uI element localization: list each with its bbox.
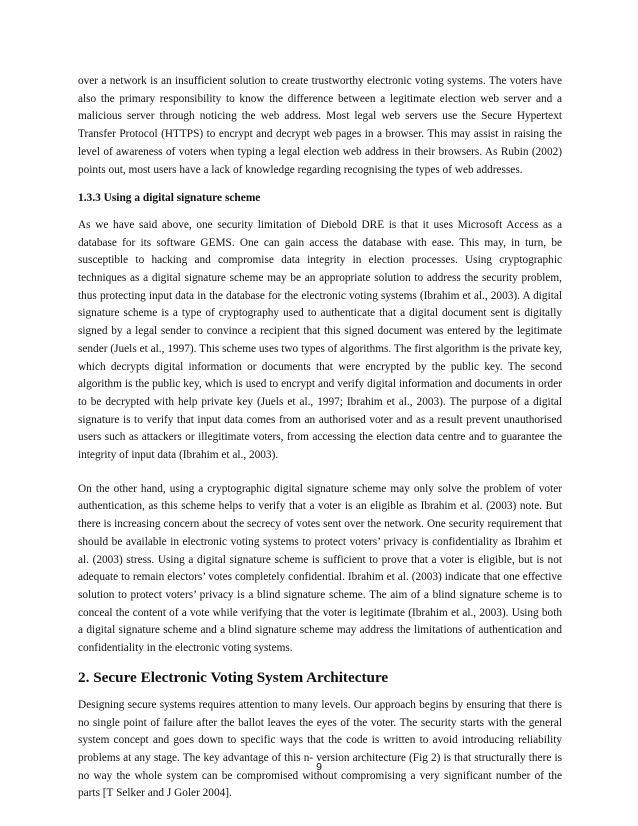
paragraph-blind-signature: On the other hand, using a cryptographic digital signature scheme may only solve the problem of voter authentication, as this scheme helps to verify that a voter is an eligible as Ibrahim et al. (2003) note. But there is increasing concern about the secrecy of votes sent over the network. One security requirement that should be available in electronic voting systems to protect voters’ privacy is confidentiality as Ibrahim et al. (2003) stress. Using a digital signature scheme is sufficient to prove that a voter is eligible, but is not adequate to remain electors’ votes completely confidential. Ibrahim et al. (2003) indicate that one effective solution to protect voters’ privacy is a blind signature scheme. The aim of a blind signature scheme is to conceal the content of a vote while verifying that the voter is legitimate (Ibrahim et al., 2003). Using both a digital signature scheme and a blind signature scheme may address the limitations of authentication and confidentiality in the electronic voting systems. xyxy=(78,482,562,655)
paragraph-digital-signature-scheme: As we have said above, one security limitation of Diebold DRE is that it uses Microsoft Access as a database for its software GEMS. One can gain access the database with ease. This may, in turn, be susceptible to hacking and compromise data integrity in election processes. Using cryptographic techniques as a digital signature scheme may be an appropriate solution to address the security problem, thus protecting input data in the database for the electronic voting systems (Ibrahim et al., 2003). A digital signature scheme is a type of cryptography used to authenticate that a digital document sent is digitally signed by a legal sender to convince a recipient that this signed document was entered by the legitimate sender (Juels et al., 1997). This scheme uses two types of algorithms. The first algorithm is the private key, which decrypts digital information or documents that were encrypted by the public key. The second algorithm is the public key, which is used to encrypt and verify digital information and documents in order to be decrypted with help private key (Juels et al., 1997; Ibrahim et al., 2003). The purpose of a digital signature is to verify that input data comes from an authorised voter and as a result prevent unauthorised users such as attackers or illegitimate voters, from accessing the election data centre and to guarantee the integrity of input data (Ibrahim et al., 2003). xyxy=(78,218,562,462)
page-content xyxy=(78,73,562,803)
page-number: 9 xyxy=(316,761,322,773)
subsection-heading-digital-signature: 1.3.3 Using a digital signature scheme xyxy=(78,192,261,205)
paragraph-network-insufficient: over a network is an insufficient solution to create trustworthy electronic voting systems. The voters have also the primary responsibility to know the difference between a legitimate election web server and a malicious server through noticing the web address. Most legal web servers use the Secure Hypertext Transfer Protocol (HTTPS) to encrypt and decrypt web pages in a browser. This may assist in raising the level of awareness of voters when typing a legal election web address in their browsers. As Rubin (2002) points out, most users have a lack of knowledge regarding recognising the types of web addresses. xyxy=(78,75,562,176)
paragraph-secure-systems-design: Designing secure systems requires attention to many levels. Our approach begins by ensuring that there is no single point of failure after the ballot leaves the eyes of the voter. The security starts with the general system concept and goes down to specific ways that the code is written to avoid introducing reliability problems at any stage. The key advantage of this n- version architecture (Fig 2) is that structurally there is no way the whole system can be compromised without compromising a very significant number of the parts [T Selker and J Goler 2004]. xyxy=(78,698,562,800)
paragraph-spacer xyxy=(78,465,562,481)
section-heading-architecture: 2. Secure Electronic Voting System Architecture xyxy=(78,668,389,686)
